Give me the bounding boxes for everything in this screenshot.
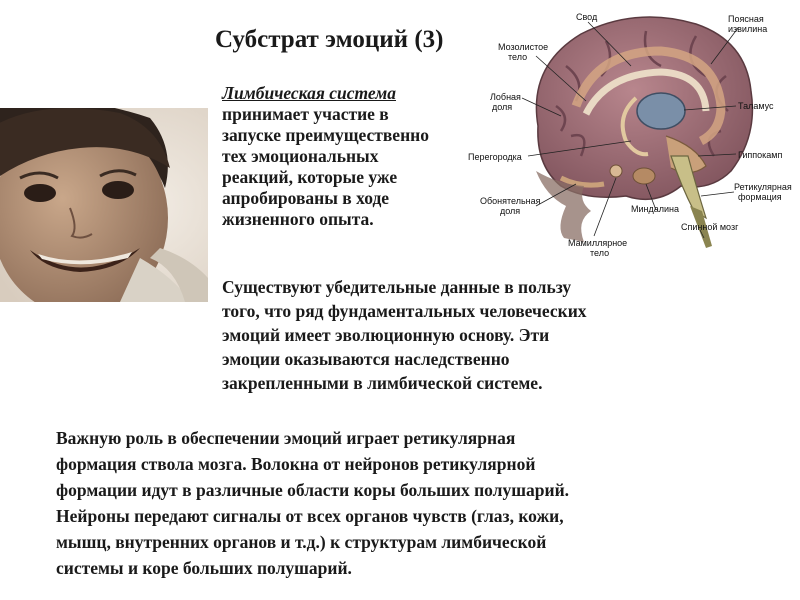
label-reticular-2: формация <box>738 192 782 202</box>
intro-line: апробированы в ходе <box>222 188 390 208</box>
intro-line: принимает участие в <box>222 104 389 124</box>
reticular-line: мышц, внутренних органов и т.д.) к структурам лимбической <box>56 532 547 552</box>
child-face-illustration <box>0 108 208 302</box>
intro-line: реакций, которые уже <box>222 167 398 187</box>
intro-line: тех эмоциональных <box>222 146 379 166</box>
brain-illustration <box>466 6 800 264</box>
label-cingulate-1: Поясная <box>728 14 764 24</box>
reticular-line: системы и коре больших полушарий. <box>56 558 352 578</box>
label-corpus-callosum-1: Мозолистое <box>498 42 549 52</box>
label-spinal-cord: Спинной мозг <box>681 222 739 232</box>
label-olfactory-1: Обонятельная <box>480 196 541 206</box>
amygdala <box>633 168 655 184</box>
label-reticular-1: Ретикулярная <box>734 182 792 192</box>
evidence-line: Существуют убедительные данные в пользу <box>222 277 572 297</box>
evidence-line: эмоций имеет эволюционную основу. Эти <box>222 325 550 345</box>
limbic-system-paragraph <box>222 83 494 230</box>
reticular-line: Важную роль в обеспечении эмоций играет ретикулярная <box>56 428 516 448</box>
label-amygdala: Миндалина <box>631 204 680 214</box>
evidence-line: эмоции оказываются наследственно <box>222 349 510 369</box>
reticular-line: формация ствола мозга. Волокна от нейронов ретикулярной <box>56 454 536 474</box>
label-frontal-1: Лобная <box>490 92 521 102</box>
intro-line: запуске преимущественно <box>222 125 429 145</box>
label-septum: Перегородка <box>468 152 522 162</box>
limbic-brain-diagram <box>466 6 800 264</box>
evidence-line: закрепленными в лимбической системе. <box>222 373 543 393</box>
slide-title: Субстрат эмоций (3) <box>215 26 444 53</box>
label-thalamus: Таламус <box>738 101 774 111</box>
label-frontal-2: доля <box>492 102 513 112</box>
label-olfactory-2: доля <box>500 206 521 216</box>
label-svod: Свод <box>576 12 598 22</box>
thalamus <box>637 93 685 129</box>
label-mamillary-2: тело <box>590 248 610 258</box>
mamillary-body <box>610 165 622 177</box>
evidence-line: того, что ряд фундаментальных человеческих <box>222 301 587 321</box>
reticular-line: Нейроны передают сигналы от всех органов чувств (глаз, кожи, <box>56 506 564 526</box>
label-corpus-callosum-2: тело <box>508 52 528 62</box>
reticular-line: формации идут в различные области коры больших полушарий. <box>56 480 570 500</box>
smiling-child-photo <box>0 108 208 302</box>
label-hippocampus: Гиппокамп <box>738 150 783 160</box>
label-mamillary-1: Мамиллярное <box>568 238 628 248</box>
evolution-evidence-paragraph <box>222 275 692 395</box>
reticular-formation-paragraph <box>56 425 756 581</box>
limbic-system-term: Лимбическая система <box>222 83 396 103</box>
intro-line: жизненного опыта. <box>222 209 374 229</box>
label-cingulate-2: извилина <box>728 24 768 34</box>
